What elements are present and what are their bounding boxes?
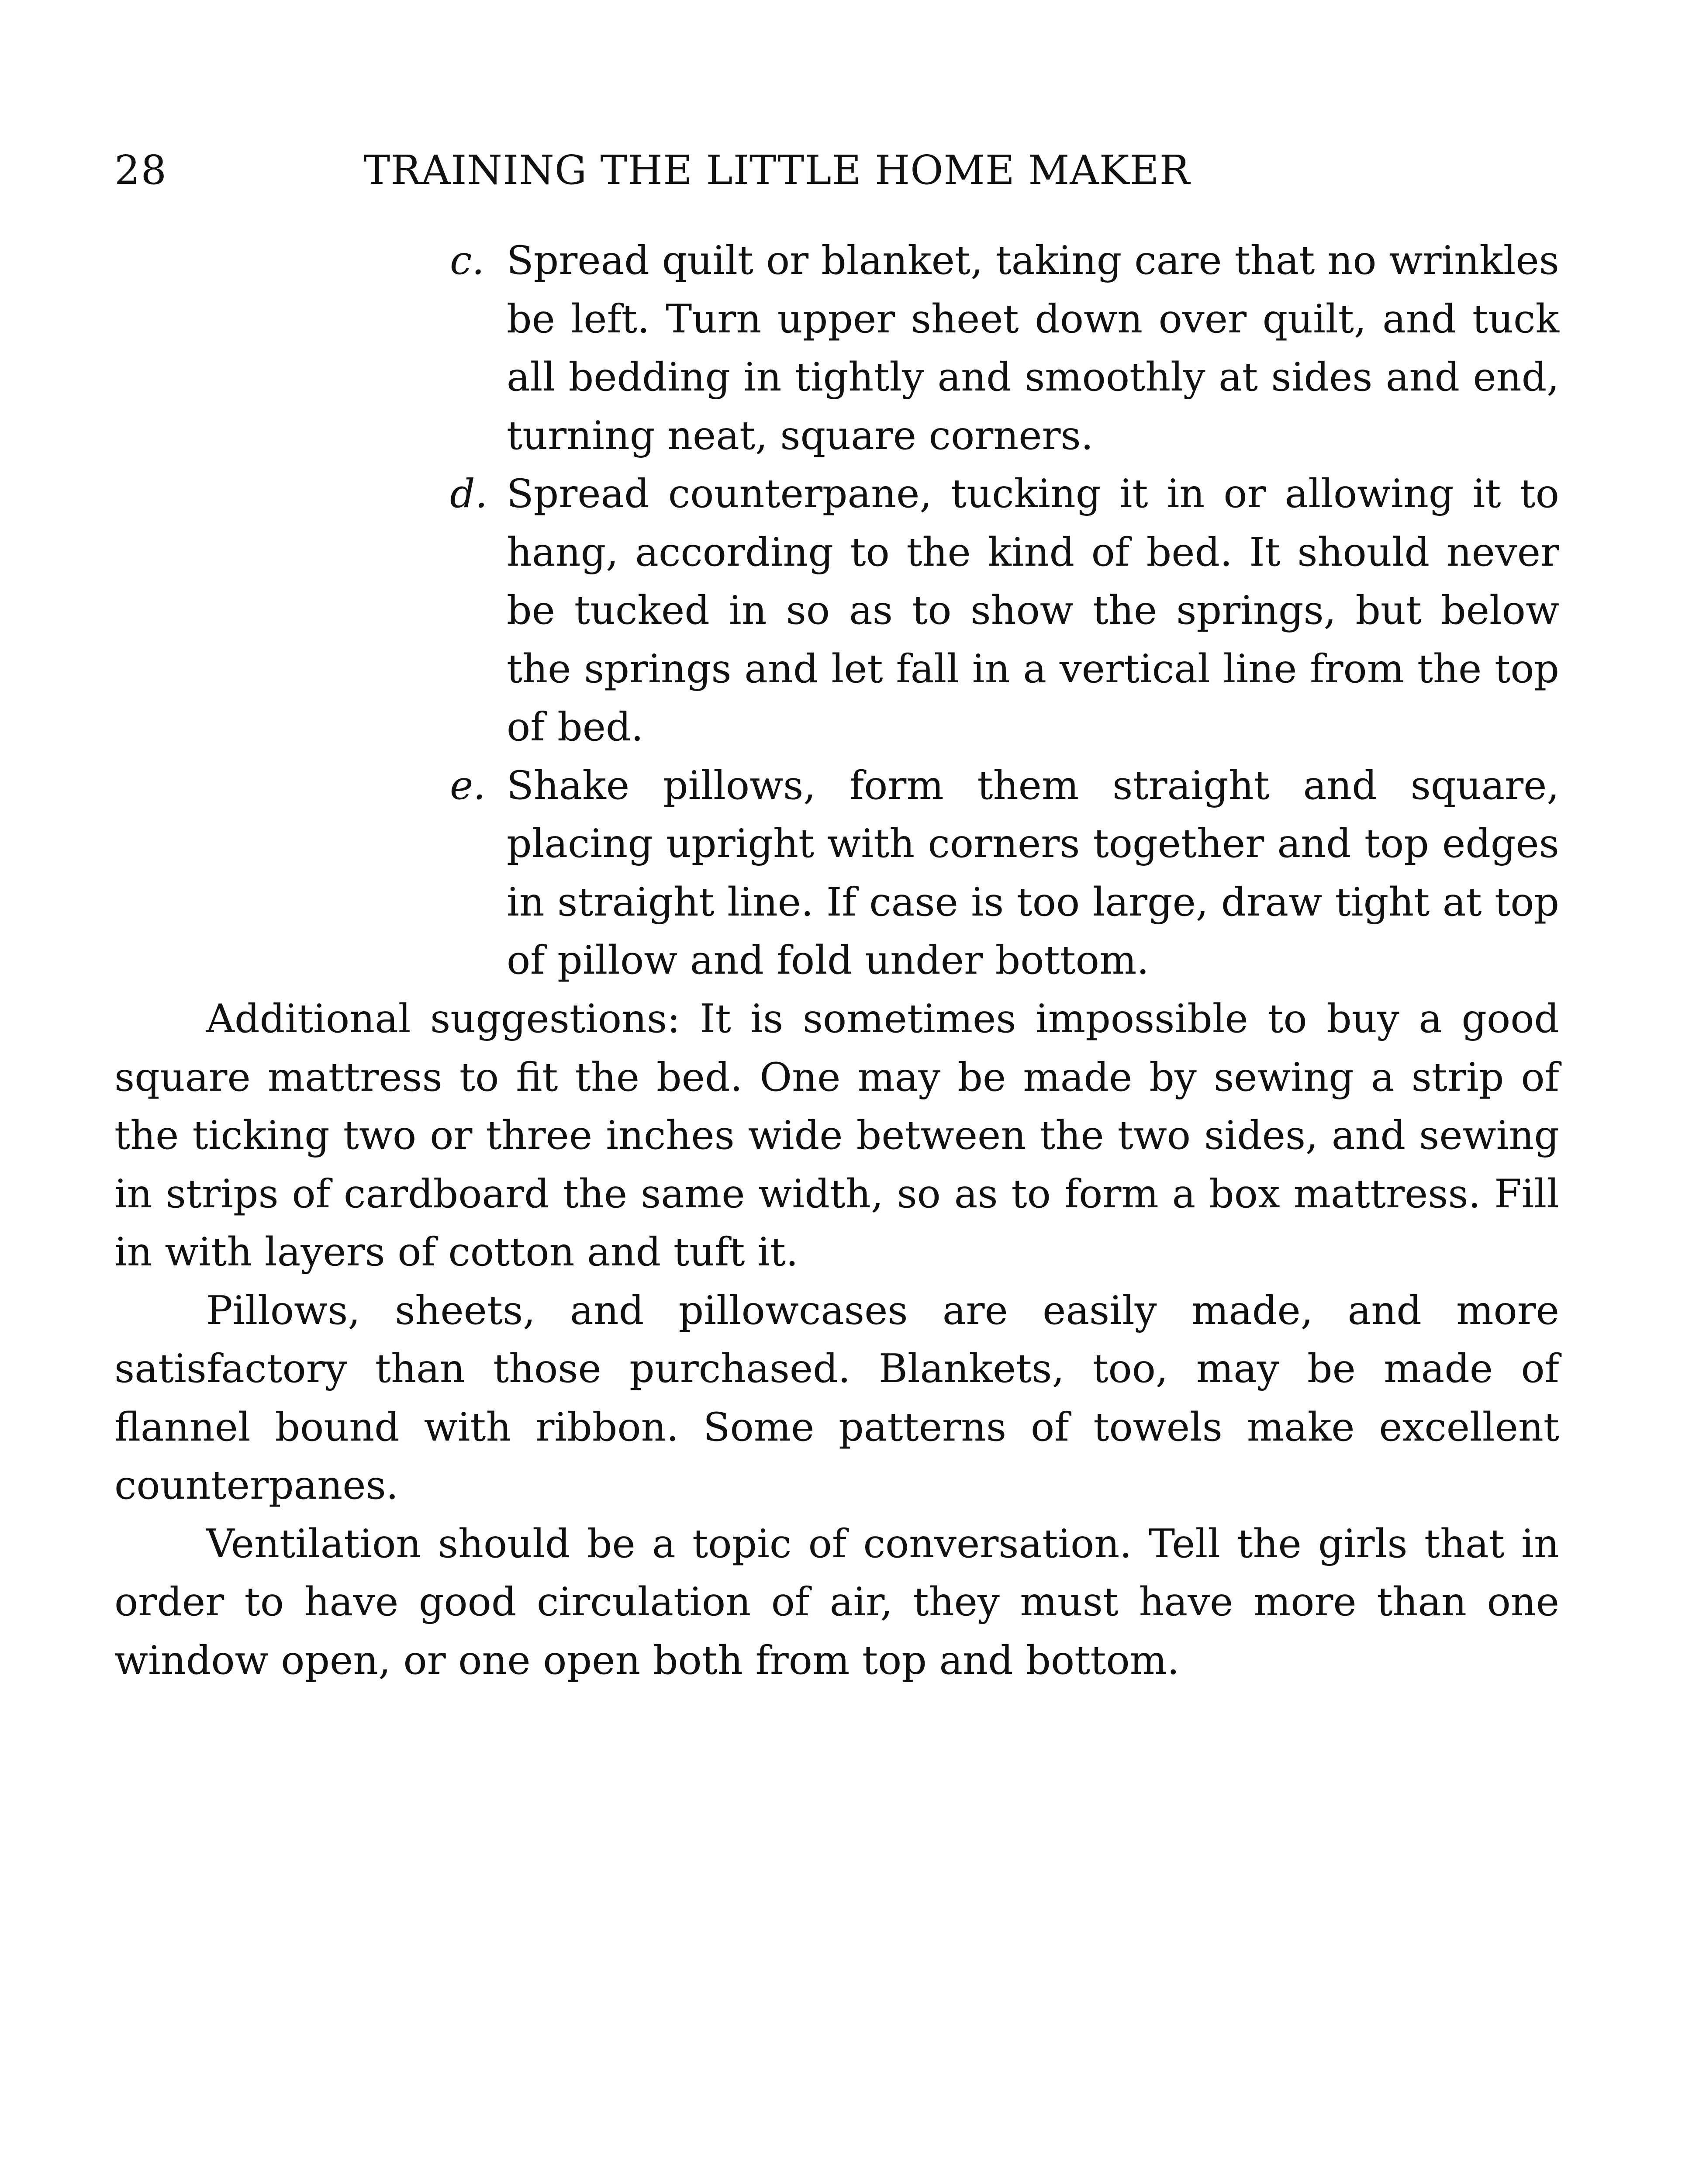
running-title: TRAINING THE LITTLE HOME MAKER bbox=[363, 147, 1190, 194]
paragraph-ventilation: Ventilation should be a topic of conversation. Tell the girls that in order to have good circulation of air, they must have more than one window open, or one open both from top and bottom. bbox=[114, 1521, 1559, 1683]
list-marker: c. bbox=[450, 238, 485, 283]
list-item-text: Spread counterpane, tucking it in or allowing it to hang, according to the kind of bed. It should never be tucked in so as to show the springs, but below the springs and let fall in a vertical line from the top of bed. bbox=[507, 471, 1559, 750]
list-item-e bbox=[450, 757, 1559, 990]
list-item-text: Spread quilt or blanket, taking care that no wrinkles be left. Turn upper sheet down over quilt, and tuck all bedding in tightly and smoothly at sides and end, turning neat, square corners. bbox=[507, 238, 1559, 459]
list-item-d bbox=[450, 465, 1559, 757]
list-item-text: Shake pillows, form them straight and square, placing upright with corners together and top edges in straight line. If case is too large, draw tight at top of pillow and fold under bottom. bbox=[507, 762, 1559, 983]
list-item-c bbox=[450, 232, 1559, 465]
list-marker: e. bbox=[450, 762, 486, 809]
instruction-list bbox=[450, 232, 1559, 990]
paragraph-pillows-sheets: Pillows, sheets, and pillowcases are easily made, and more satisfactory than those purchased. Blankets, too, may be made of flannel bound with ribbon. Some patterns of towels make excellent counterpanes. bbox=[114, 1287, 1559, 1508]
running-head bbox=[114, 144, 1320, 197]
body-text bbox=[114, 990, 1559, 1690]
paragraph-additional-suggestions: Additional suggestions: It is sometimes impossible to buy a good square mattress to fit the bed. One may be made by sewing a strip of the ticking two or three inches wide between the two sides, and sewing in strips of cardboard the same width, so as to form a box mattress. Fill in with layers of cotton and tuft it. bbox=[114, 996, 1559, 1275]
page-number: 28 bbox=[114, 147, 168, 194]
list-marker: d. bbox=[450, 471, 488, 517]
